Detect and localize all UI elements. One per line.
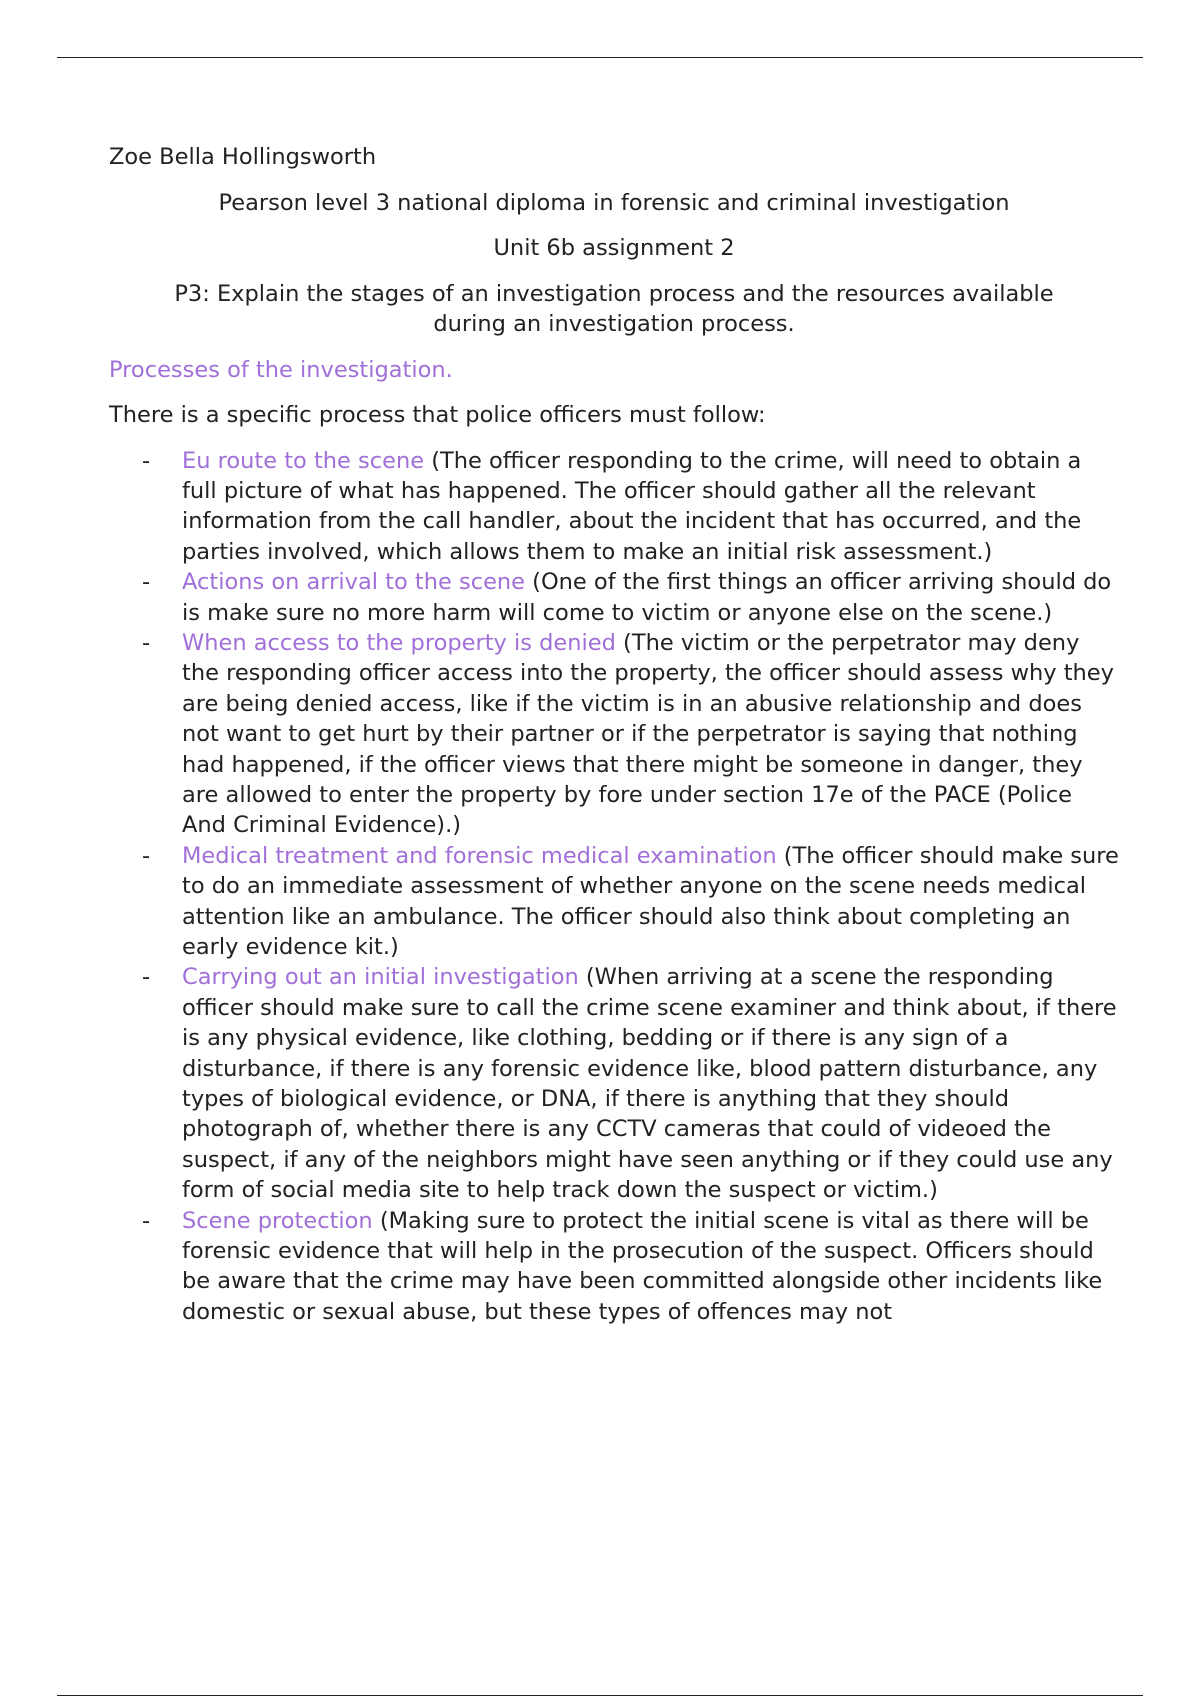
- criterion-line-1: P3: Explain the stages of an investigation process and the resources available: [174, 280, 1054, 307]
- document-body: [109, 142, 1119, 1327]
- unit-title: Unit 6b assignment 2: [493, 235, 735, 261]
- criterion-line-2: during an investigation process.: [433, 311, 795, 337]
- stage-description: (The officer should make sure to do an immediate assessment of whether anyone on the scene needs medical attention like an ambulance. The officer should also think about completing an early evidence kit.): [182, 842, 1119, 960]
- stage-description: (Making sure to protect the initial scene is vital as there will be forensic evidence that will help in the prosecution of the suspect. Officers should be aware that the crime may have been committed alongside other incidents like domestic or sexual abuse, but these types of offences may not: [182, 1207, 1103, 1325]
- footer-rule: [57, 1695, 1143, 1696]
- stage-item: [109, 446, 1119, 568]
- bullet-dash: -: [142, 447, 151, 474]
- stage-description: (When arriving at a scene the responding officer should make sure to call the crime scene examiner and think about, if there is any physical evidence, like clothing, bedding or if there is any sign of a disturbance, if there is any forensic evidence like, blood pattern disturbance, any types of biological evidence, or DNA, if there is anything that they should photograph of, whether there is any CCTV cameras that could of videoed the suspect, if any of the neighbors might have seen anything or if they could use any form of social media site to help track down the suspect or victim.): [182, 964, 1117, 1204]
- stage-term: Carrying out an initial investigation: [182, 964, 579, 991]
- section-heading: Processes of the investigation.: [109, 356, 453, 383]
- stage-item: [109, 567, 1119, 628]
- bullet-dash: -: [142, 629, 151, 656]
- intro-paragraph: There is a specific process that police officers must follow:: [109, 402, 766, 428]
- stage-item: [109, 962, 1119, 1205]
- stage-term: Eu route to the scene: [182, 447, 425, 474]
- bullet-dash: -: [142, 964, 151, 991]
- stage-term: Actions on arrival to the scene: [182, 569, 526, 596]
- stage-term: Scene protection: [182, 1207, 373, 1234]
- header-rule: [57, 57, 1143, 58]
- stage-description: (The victim or the perpetrator may deny the responding officer access into the property, the officer should assess why they are being denied access, like if the victim is in an abusive relationship and does not want to get hurt by their partner or if the perpetrator is saying that nothing had happened, if the officer views that there might be someone in danger, they are allowed to enter the property by fore under section 17e of the PACE (Police And Criminal Evidence).): [182, 629, 1114, 839]
- stage-term: Medical treatment and forensic medical examination: [182, 842, 777, 869]
- stage-item: [109, 841, 1119, 963]
- stage-item: [109, 1206, 1119, 1328]
- stage-description: (The officer responding to the crime, will need to obtain a full picture of what has happened. The officer should gather all the relevant information from the call handler, about the incident that has occurred, and the parties involved, which allows them to make an initial risk assessment.): [182, 447, 1082, 565]
- bullet-dash: -: [142, 569, 151, 596]
- course-title: Pearson level 3 national diploma in forensic and criminal investigation: [218, 189, 1010, 216]
- stage-item: [109, 628, 1119, 841]
- stages-list: [109, 446, 1119, 1328]
- stage-term: When access to the property is denied: [182, 629, 616, 656]
- assignment-criterion: [109, 279, 1119, 340]
- author-name: Zoe Bella Hollingsworth: [109, 144, 377, 170]
- stage-description: (One of the first things an officer arriving should do is make sure no more harm will come to victim or anyone else on the scene.): [182, 569, 1112, 626]
- bullet-dash: -: [142, 842, 151, 869]
- bullet-dash: -: [142, 1207, 151, 1234]
